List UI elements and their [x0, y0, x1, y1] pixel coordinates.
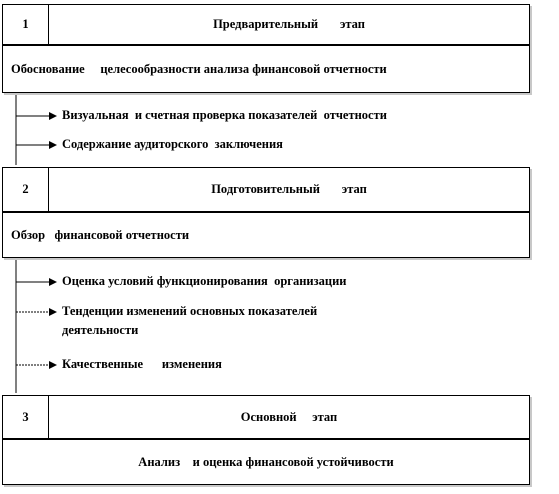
stage-3-title: Основной этап	[240, 409, 338, 424]
stage-2-item-2: Тенденции изменений основных показателей деятельности	[62, 304, 318, 337]
stage-2-item-3: Качественные изменения	[62, 357, 222, 371]
stage-2-item-1: Оценка условий функционирования организации	[62, 274, 347, 288]
stage-3-number: 3	[3, 396, 49, 438]
stage-2-detail: Обзор финансовой отчетности	[2, 212, 530, 258]
stage-2-header	[2, 167, 530, 212]
stage-2-title: Подготовительный этап	[211, 182, 367, 196]
stage-1-item-1: Визуальная и счетная проверка показателей отчетности	[62, 108, 387, 122]
stage-3-header	[2, 395, 530, 439]
stage-3-detail: Анализ и оценка финансовой устойчивости	[2, 439, 530, 485]
stage-2-number: 2	[3, 168, 49, 211]
stage-1-number: 1	[3, 5, 49, 44]
stage-1-header	[2, 4, 530, 45]
stage-1-detail: Обоснование целесообразности анализа финансовой отчетности	[2, 45, 530, 93]
stage-1-title: Предварительный этап	[213, 17, 365, 31]
stage-1-item-2: Содержание аудиторского заключения	[62, 137, 283, 151]
